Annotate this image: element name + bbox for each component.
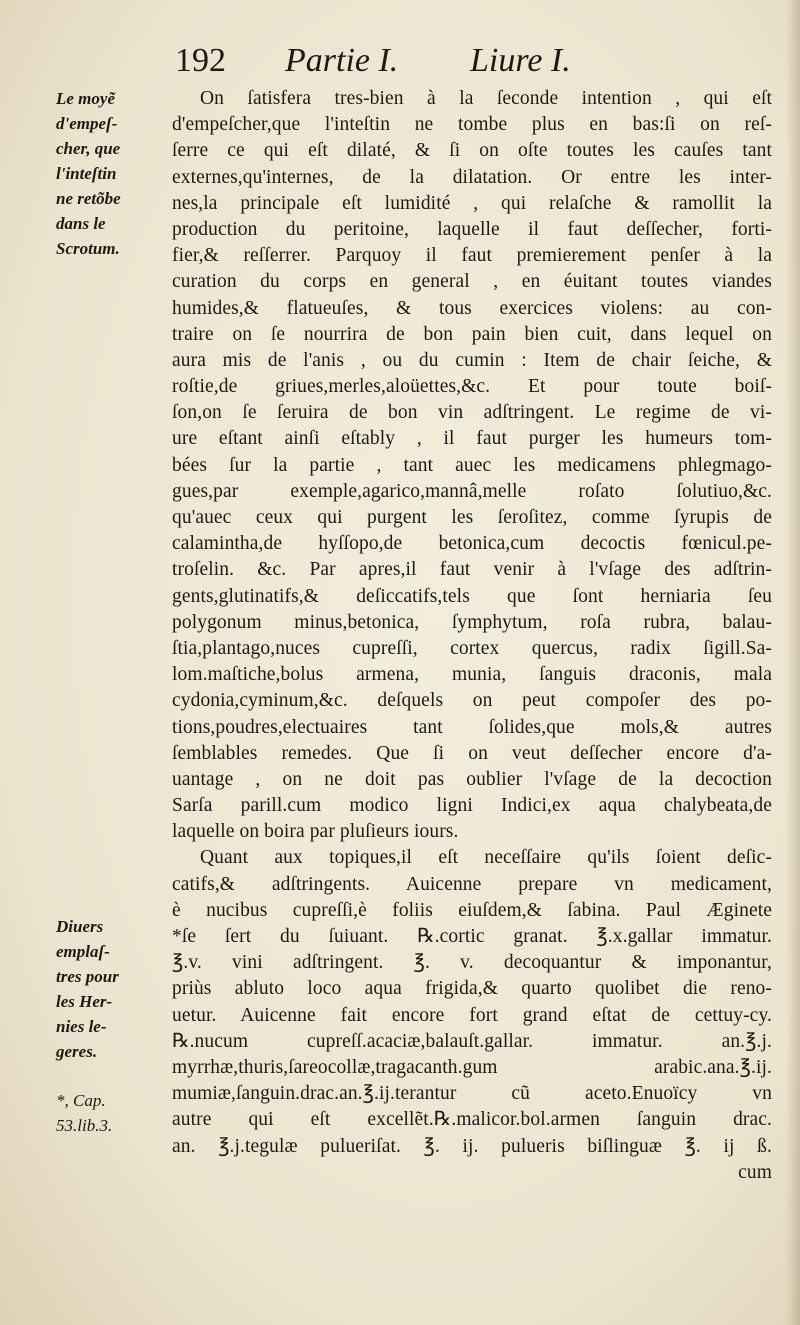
page-edge-shadow bbox=[786, 0, 800, 1325]
margin-note-line: Diuers bbox=[56, 917, 104, 936]
text-line: è nucibus cupreſſi,è foliis eiuſdem,& ſabina. Paul Æginete bbox=[172, 899, 772, 921]
margin-note-line: d'empeſ- bbox=[56, 114, 118, 133]
text-line: polygonum minus,betonica, ſymphytum, roſa rubra, balau- bbox=[172, 611, 772, 633]
margin-note-line: nies le- bbox=[56, 1017, 107, 1036]
margin-note-line: *, Cap. bbox=[56, 1091, 106, 1110]
margin-note-line: Le moyẽ bbox=[56, 89, 115, 108]
text-line: an. ℥.j.tegulæ pulueriſat. ℥. ij. pulueris biſlinguæ ℥. ij ß. bbox=[172, 1135, 772, 1157]
text-line: calamintha,de hyſſopo,de betonica,cum decoctis fœnicul.pe- bbox=[172, 533, 772, 555]
text-line: bées ſur la partie , tant auec les medicamens phlegmago- bbox=[172, 454, 772, 476]
text-line: traire on ſe nourrira de bon pain bien cuit, dans lequel on bbox=[172, 323, 772, 345]
margin-note-line: dans le bbox=[56, 214, 106, 233]
text-line: troſelin. &c. Par apres,il faut venir à l'vſage des adſtrin- bbox=[172, 559, 772, 581]
text-line: d'empeſcher,que l'inteſtin ne tombe plus en bas:ſi on reſ- bbox=[172, 114, 772, 136]
text-line: mumiæ,ſanguin.drac.an.℥.ij.terantur cũ aceto.Enuoïcy vn bbox=[172, 1083, 772, 1105]
text-line: production du peritoine, laquelle il faut deſſecher, forti- bbox=[172, 218, 772, 240]
text-line: tions,poudres,electuaires tant ſolides,que mols,& autres bbox=[172, 716, 772, 738]
text-line: lom.maſtiche,bolus armena, munia, ſanguis draconis, mala bbox=[172, 664, 772, 686]
text-line: uetur. Auicenne fait encore fort grand eſtat de cettuy-cy. bbox=[172, 1004, 772, 1026]
text-line: ſerre ce qui eſt dilaté, & ſi on oſte toutes les cauſes tant bbox=[172, 140, 772, 162]
margin-note-line: 53.lib.3. bbox=[56, 1116, 113, 1135]
text-line: gents,glutinatifs,& deſiccatifs,tels que ſont herniaria ſeu bbox=[172, 585, 772, 607]
text-line: catifs,& adſtringents. Auicenne prepare vn medicament, bbox=[172, 873, 772, 895]
text-line: ſon,on ſe ſeruira de bon vin adſtringent. Le regime de vi- bbox=[172, 402, 772, 424]
text-line: ure eſtant ainſi eſtably , il faut purger les humeurs tom- bbox=[172, 428, 772, 450]
margin-note-line: les Her- bbox=[56, 992, 113, 1011]
header-book: Liure I. bbox=[470, 42, 571, 79]
text-line: gues,par exemple,agarico,mannâ,melle roſato ſolutiuo,&c. bbox=[172, 480, 772, 502]
text-line: ſtia,plantago,nuces cupreſſi, cortex quercus, radix ſigill.Sa- bbox=[172, 637, 772, 659]
margin-note-line: cher, que bbox=[56, 139, 121, 158]
header-part: Partie I. bbox=[285, 42, 399, 79]
text-line: externes,qu'internes, de la dilatation. Or entre les inter- bbox=[172, 166, 772, 188]
text-line: uantage , on ne doit pas oublier l'vſage de la decoction bbox=[172, 768, 772, 790]
margin-note-reference bbox=[56, 1088, 164, 1138]
margin-note-line: geres. bbox=[56, 1042, 98, 1061]
text-line: aura mis de l'anis , ou du cumin : Item de chair ſeiche, & bbox=[172, 349, 772, 371]
text-line: On ſatisfera tres-bien à la ſeconde intention , qui eſt bbox=[200, 88, 772, 109]
text-line: fier,& reſſerrer. Parquoy il faut premierement penſer à la bbox=[172, 245, 772, 267]
page-number: 192 bbox=[175, 42, 226, 79]
text-line: cydonia,cyminum,&c. deſquels on peut compoſer des po- bbox=[172, 690, 772, 712]
text-line: curation du corps en general , en éuitant toutes viandes bbox=[172, 271, 772, 293]
text-line: humides,& flatueuſes, & tous exercices violens: au con- bbox=[172, 297, 772, 319]
margin-note-emplastres bbox=[56, 914, 164, 1064]
margin-note-scrotum bbox=[56, 86, 164, 261]
text-line: autre qui eſt excellẽt.℞.malicor.bol.armen ſanguin drac. bbox=[172, 1109, 772, 1131]
text-line: myrrhæ,thuris,ſareocollæ,tragacanth.gum arabic.ana.℥.ij. bbox=[172, 1056, 772, 1078]
margin-note-line: l'inteſtin bbox=[56, 164, 117, 183]
margin-note-line: ne retõbe bbox=[56, 189, 121, 208]
text-line: roſtie,de griues,merles,aloüettes,&c. Et pour toute boiſ- bbox=[172, 376, 772, 398]
body-text bbox=[172, 86, 772, 1186]
text-line: ℥.v. vini adſtringent. ℥. v. decoquantur & imponantur, bbox=[172, 952, 772, 974]
text-line: laquelle on boira par pluſieurs iours. bbox=[172, 821, 459, 843]
running-header bbox=[175, 42, 735, 82]
margin-note-line: tres pour bbox=[56, 967, 119, 986]
text-line: priùs abluto loco aqua frigida,& quarto quolibet die reno- bbox=[172, 978, 772, 1000]
text-line: Quant aux topiques,il eſt neceſſaire qu'ils ſoient deſic- bbox=[200, 847, 772, 869]
text-line: ſemblables remedes. Que ſi on veut deſſecher encore d'a- bbox=[172, 742, 772, 764]
catchword: cum bbox=[738, 1161, 772, 1183]
margin-note-line: Scrotum. bbox=[56, 239, 120, 258]
text-line: *ſe ſert du ſuiuant. ℞.cortic granat. ℥.x.gallar immatur. bbox=[172, 926, 772, 947]
margin-note-line: emplaſ- bbox=[56, 942, 110, 961]
text-line: ℞.nucum cupreſſ.acaciæ,balauſt.gallar. immatur. an.℥.j. bbox=[172, 1030, 772, 1052]
text-line: nes,la principale eſt lumidité , qui relaſche & ramollit la bbox=[172, 192, 772, 214]
text-line: Sarſa parill.cum modico ligni Indici,ex aqua chalybeata,de bbox=[172, 795, 772, 817]
text-line: qu'auec ceux qui purgent les ſeroſitez, comme ſyrupis de bbox=[172, 507, 772, 528]
